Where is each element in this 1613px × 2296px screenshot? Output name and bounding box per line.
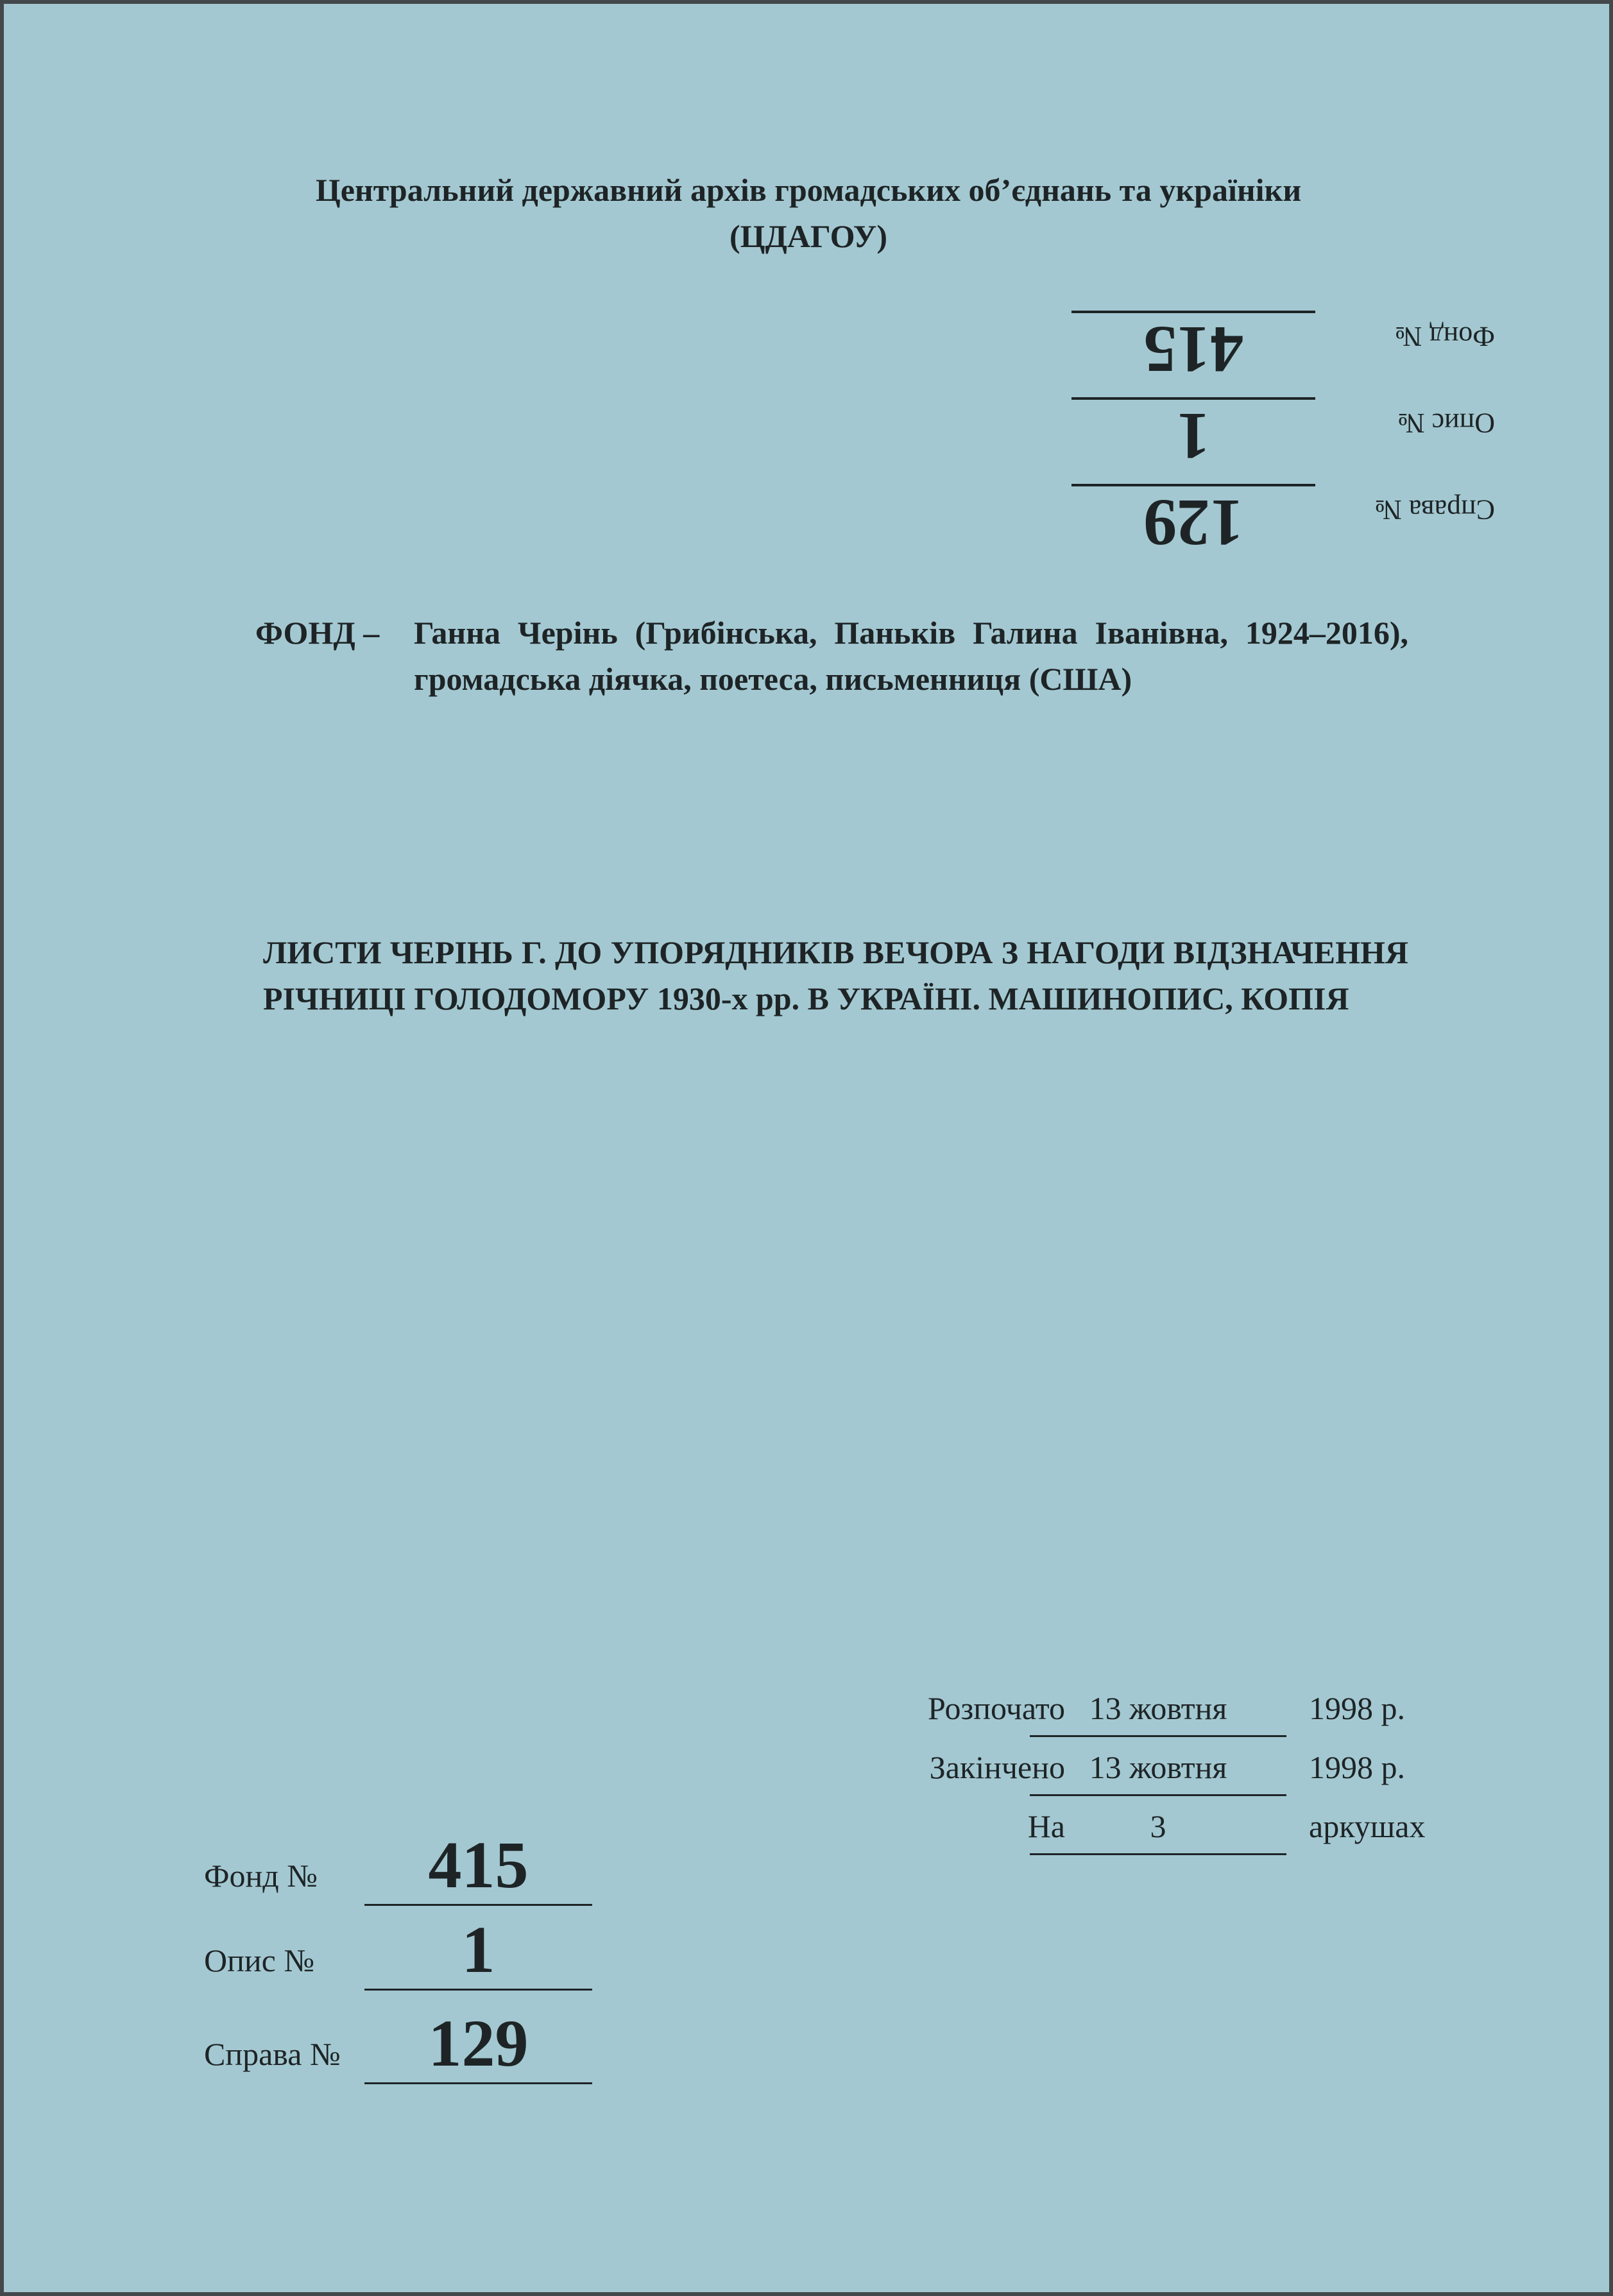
flipped-value: 415: [1071, 311, 1315, 385]
flipped-row-fond: [994, 302, 1495, 385]
finished-row: [834, 1747, 1476, 1798]
sheets-unit: аркушах: [1309, 1808, 1426, 1844]
started-date: 13 жовтня: [1030, 1688, 1286, 1737]
flipped-label: Справа №: [1374, 494, 1495, 526]
archive-header: [160, 167, 1456, 259]
opys-number-value: 1: [364, 1912, 592, 1991]
flipped-label: Фонд №: [1395, 321, 1495, 352]
sprava-number-label: Справа №: [204, 2036, 341, 2072]
flipped-label: Опис №: [1397, 407, 1495, 439]
upside-down-codes: [994, 289, 1495, 558]
code-row-fond: [204, 1816, 602, 1906]
flipped-row-opys: [994, 388, 1495, 472]
fond-label: ФОНД –: [255, 615, 380, 651]
dates-block: [834, 1688, 1476, 1880]
started-label: Розпочато: [927, 1690, 1065, 1726]
sheets-label: На: [1027, 1808, 1065, 1844]
sprava-number-value: 129: [364, 2005, 592, 2084]
case-title: ЛИСТИ ЧЕРІНЬ Г. ДО УПОРЯДНИКІВ ВЕЧОРА З НАГОДИ ВІДЗНАЧЕННЯ РІЧНИЦІ ГОЛОДОМОРУ 1930-х рр. В УКРАЇНІ. МАШИНОПИС, КОПІЯ: [263, 934, 1408, 1016]
archive-name: Центральний державний архів громадських об’єднань та україніки: [315, 172, 1302, 208]
flipped-row-sprava: [994, 475, 1495, 558]
code-row-opys: [204, 1901, 602, 1991]
flipped-value: 1: [1071, 397, 1315, 472]
opys-number-label: Опис №: [204, 1942, 315, 1978]
sheets-count: 3: [1030, 1806, 1286, 1855]
flipped-value: 129: [1071, 484, 1315, 558]
finished-year: 1998 р.: [1309, 1749, 1405, 1785]
sheets-row: [834, 1806, 1476, 1857]
started-year: 1998 р.: [1309, 1690, 1405, 1726]
codes-block: [204, 1816, 602, 2086]
fond-number-label: Фонд №: [204, 1858, 318, 1894]
code-row-sprava: [204, 1994, 602, 2084]
fond-number-value: 415: [364, 1827, 592, 1906]
started-row: [834, 1688, 1476, 1739]
archive-abbreviation: (ЦДАГОУ): [729, 218, 888, 254]
fond-description: Ганна Черінь (Грибінська, Паньків Галина Іванівна, 1924–2016), громадська діячка, поетеса, письменниця (США): [414, 615, 1408, 697]
finished-date: 13 жовтня: [1030, 1747, 1286, 1796]
finished-label: Закінчено: [929, 1749, 1065, 1785]
